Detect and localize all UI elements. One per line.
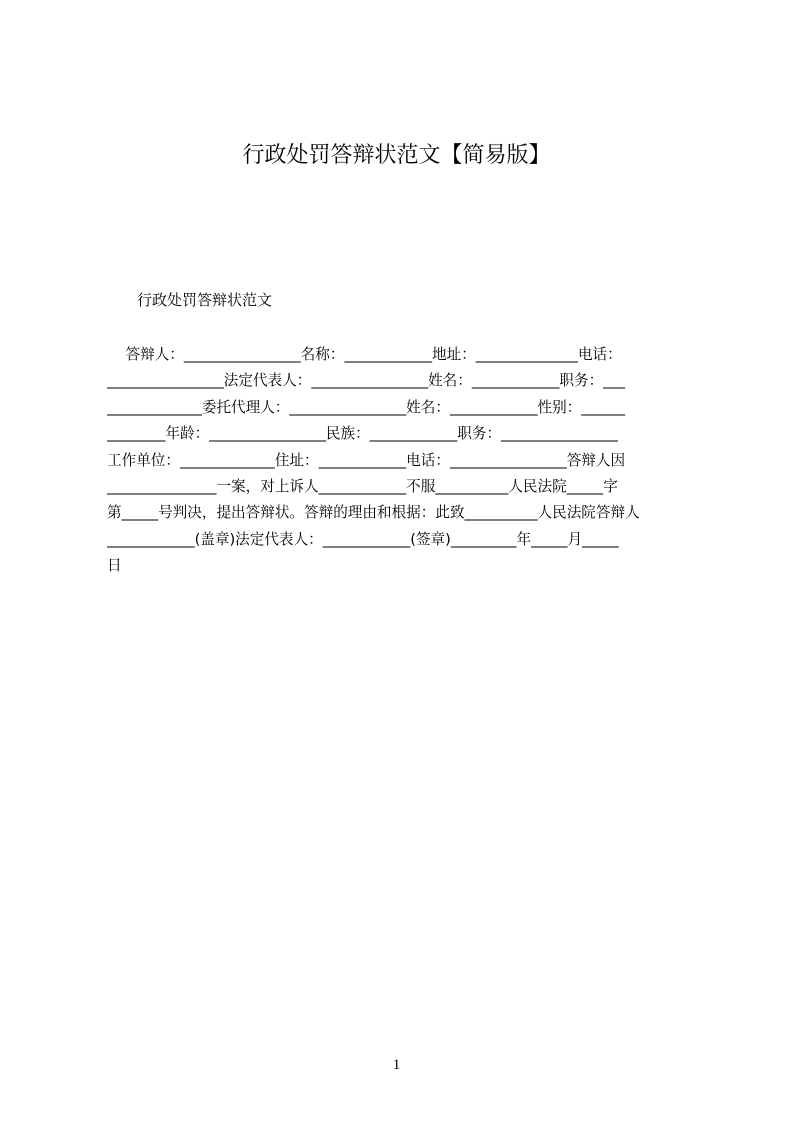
body-line: 第_____号判决，提出答辩状。答辩的理由和根据：此致__________人民法院答辩人 bbox=[107, 504, 640, 522]
body-line: ____________(盖章)法定代表人：____________(签章)_________年_____月_____ bbox=[107, 530, 619, 548]
document-body bbox=[107, 342, 699, 580]
body-line: ________________法定代表人：________________姓名：____________职务：___ bbox=[107, 372, 626, 390]
page-number: 1 bbox=[392, 1057, 401, 1073]
body-line: _______________一案，对上诉人____________不服__________人民法院_____字 bbox=[107, 477, 618, 495]
body-line: 工作单位：_____________住址：____________电话：________________答辩人因 bbox=[107, 451, 626, 469]
body-line: 日 bbox=[107, 557, 122, 575]
body-line: ________年龄：________________民族：____________职务：________________ bbox=[107, 425, 618, 443]
document-subtitle: 行政处罚答辩状范文 bbox=[137, 291, 273, 309]
document-title: 行政处罚答辩状范文【简易版】 bbox=[242, 143, 551, 168]
body-line: 答辩人：________________名称：____________地址：______________电话： bbox=[107, 346, 622, 363]
body-line: _____________委托代理人：________________姓名：____________性别：______ bbox=[107, 398, 626, 416]
